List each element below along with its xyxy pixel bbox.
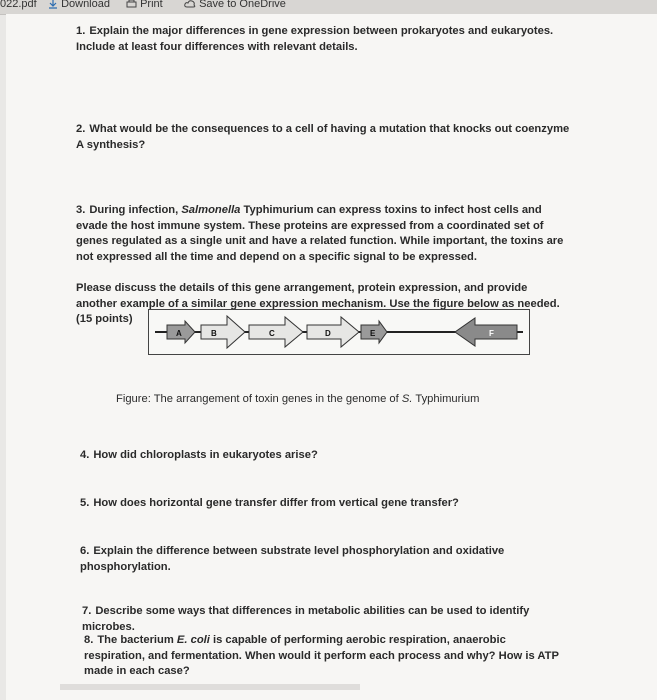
question-7 <box>82 604 562 635</box>
figure-caption <box>116 393 479 405</box>
gene-label-a: A <box>176 329 182 338</box>
question-text: How does horizontal gene transfer differ from vertical gene transfer? <box>93 497 459 509</box>
question-text: Explain the difference between substrate level phosphorylation and oxidative phosphorylation. <box>80 545 505 573</box>
print-button[interactable] <box>126 0 163 10</box>
question-number: 1. <box>76 25 86 37</box>
question-text-end: is capable of performing aerobic respiration, anaerobic respiration, and fermentation. When would it perform each process and why? How is ATP made in each case? <box>84 634 559 677</box>
question-3 <box>76 203 566 265</box>
question-6 <box>80 544 550 575</box>
question-number: 3. <box>76 204 86 216</box>
question-number: 2. <box>76 123 86 135</box>
question-8 <box>84 633 560 680</box>
download-label: Download <box>61 0 110 10</box>
gene-diagram <box>149 310 529 354</box>
pdf-page <box>6 14 657 700</box>
question-text: How did chloroplasts in eukaryotes arise? <box>93 449 318 461</box>
gene-c <box>249 317 303 347</box>
pdf-toolbar <box>0 0 657 15</box>
save-to-onedrive-label: Save to OneDrive <box>199 0 286 10</box>
gene-label-d: D <box>325 329 331 338</box>
question-5 <box>80 496 560 512</box>
caption-text: Figure: The arrangement of toxin genes in the genome of <box>116 393 402 405</box>
caption-text-end: Typhimurium <box>412 393 480 405</box>
cloud-icon <box>184 0 196 9</box>
save-to-onedrive-button[interactable] <box>184 0 286 10</box>
download-icon <box>48 0 58 9</box>
question-text: Explain the major differences in gene expression between prokaryotes and eukaryotes. Include at least four differences with relevant details. <box>76 25 554 53</box>
gene-d <box>307 317 359 347</box>
gene-b <box>201 316 245 348</box>
page-bottom-edge <box>60 684 360 690</box>
question-number: 7. <box>82 605 92 617</box>
question-text-start: The bacterium <box>97 634 177 646</box>
question-text: What would be the consequences to a cell of having a mutation that knocks out coenzyme A synthesis? <box>76 123 570 151</box>
file-name: 022.pdf <box>0 0 37 10</box>
gene-label-c: C <box>269 329 275 338</box>
print-label: Print <box>140 0 163 10</box>
print-icon <box>126 0 137 9</box>
question-text-end: Typhimurium can express toxins to infect host cells and evade the host immune system. These proteins are expressed from a coordinated set of genes regulated as a single unit and have a related function. While important, the toxins are not expressed all the time and depend on a specific signal to be expressed. <box>76 204 564 263</box>
gene-arrangement-figure <box>148 309 530 355</box>
question-2 <box>76 122 576 153</box>
question-text: Please discuss the details of this gene arrangement, protein expression, and provide another example of a similar gene expression mechanism. Use the figure below as needed. (15 points) <box>76 282 560 325</box>
question-number: 5. <box>80 497 90 509</box>
download-button[interactable] <box>48 0 110 10</box>
question-text-start: During infection, <box>89 204 182 216</box>
question-number: 4. <box>80 449 90 461</box>
question-1 <box>76 24 566 55</box>
question-text: Describe some ways that differences in metabolic abilities can be used to identify microbes. <box>82 605 530 633</box>
organism-name: Salmonella <box>181 204 241 216</box>
gene-label-f: F <box>489 329 494 338</box>
gene-f <box>455 318 517 346</box>
question-4 <box>80 448 560 464</box>
gene-label-b: B <box>211 329 217 338</box>
question-number: 8. <box>84 634 94 646</box>
caption-organism: S. <box>401 393 413 405</box>
gene-label-e: E <box>370 329 376 338</box>
question-number: 6. <box>80 545 90 557</box>
organism-name: E. coli <box>176 634 210 646</box>
